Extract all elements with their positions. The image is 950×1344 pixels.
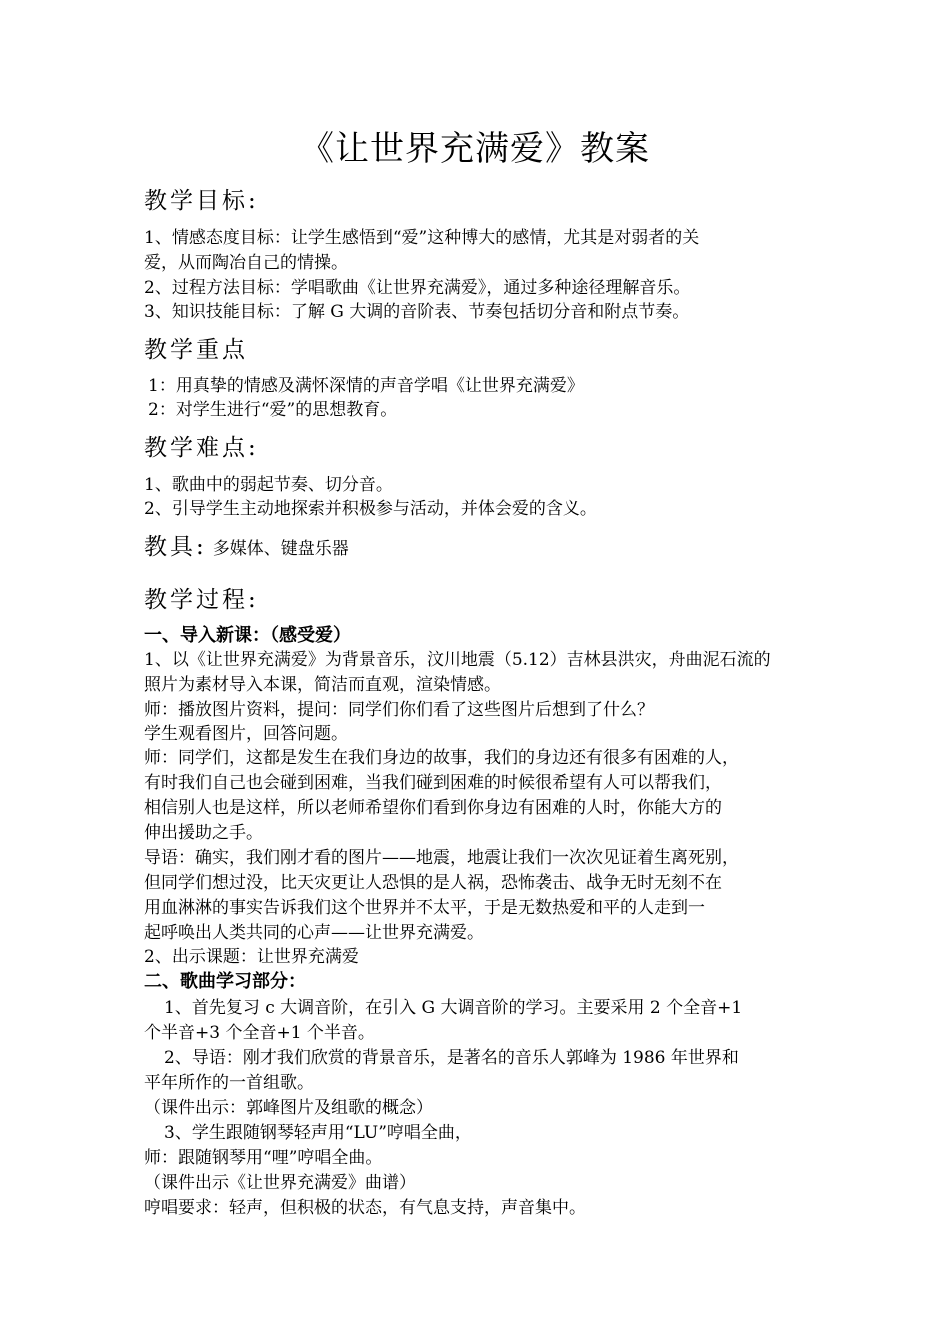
section2-line: 个半音+3 个全音+1 个半音。 [144, 1023, 375, 1043]
section1-line: 2、出示课题：让世界充满爱 [144, 947, 359, 967]
teaching-tools-label: 教具: [144, 534, 207, 560]
section1-line: 起呼唤出人类共同的心声——让世界充满爱。 [144, 923, 484, 943]
difficulties-heading: 教学难点: [144, 435, 259, 461]
objectives-line: 爱，从而陶冶自己的情操。 [144, 253, 348, 273]
difficulties-line: 1、歌曲中的弱起节奏、切分音。 [144, 475, 393, 495]
objectives-line: 1、情感态度目标：让学生感悟到“爱”这种博大的感情，尤其是对弱者的关 [144, 228, 700, 248]
section1-title: 一、导入新课：（感受爱） [144, 625, 351, 646]
section1-line: 有时我们自己也会碰到困难，当我们碰到困难的时候很希望有人可以帮我们， [144, 773, 722, 793]
section2-line: 平年所作的一首组歌。 [144, 1073, 314, 1093]
section2-line: 师：跟随钢琴用“哩”哼唱全曲。 [144, 1148, 383, 1168]
objectives-line: 2、过程方法目标：学唱歌曲《让世界充满爱》，通过多种途径理解音乐。 [144, 278, 691, 298]
key-points-line: 1：用真挚的情感及满怀深情的声音学唱《让世界充满爱》 [148, 376, 584, 396]
teaching-tools [144, 535, 812, 562]
objectives-line: 3、知识技能目标：了解 G 大调的音阶表、节奏包括切分音和附点节奏。 [144, 302, 690, 322]
section1-line: 师：同学们，这都是发生在我们身边的故事，我们的身边还有很多有困难的人， [144, 748, 739, 768]
section1-line: 学生观看图片，回答问题。 [144, 724, 348, 744]
objectives-heading: 教学目标: [144, 188, 259, 214]
section1-line: 但同学们想过没，比天灾更让人恐惧的是人祸，恐怖袭击、战争无时无刻不在 [144, 873, 722, 893]
section1-line: 伸出援助之手。 [144, 823, 263, 843]
document-title: 《让世界充满爱》教案 [300, 129, 650, 169]
section1-line: 照片为素材导入本课，简洁而直观，渲染情感。 [144, 675, 501, 695]
section2-title: 二、歌曲学习部分： [144, 971, 306, 992]
section2-line: 3、学生跟随钢琴轻声用“LU”哼唱全曲， [164, 1123, 472, 1143]
section1-line: 相信别人也是这样，所以老师希望你们看到你身边有困难的人时，你能大方的 [144, 798, 722, 818]
teaching-tools-value: 多媒体、键盘乐器 [212, 539, 349, 559]
process-heading: 教学过程: [144, 587, 259, 613]
section1-line: 用血淋淋的事实告诉我们这个世界并不太平，于是无数热爱和平的人走到一 [144, 898, 705, 918]
difficulties-line: 2、引导学生主动地探索并积极参与活动，并体会爱的含义。 [144, 499, 597, 519]
key-points-line: 2：对学生进行“爱”的思想教育。 [148, 400, 398, 420]
section2-line: 2、导语：刚才我们欣赏的背景音乐，是著名的音乐人郭峰为 1986 年世界和 [164, 1048, 739, 1068]
key-points-heading: 教学重点 [144, 337, 248, 363]
section2-line: 哼唱要求：轻声，但积极的状态，有气息支持，声音集中。 [144, 1198, 586, 1218]
section2-line: （课件出示：郭峰图片及组歌的概念） [144, 1098, 433, 1118]
section1-line: 1、以《让世界充满爱》为背景音乐，汶川地震（5.12）吉林县洪灾，舟曲泥石流的 [144, 650, 771, 670]
section1-line: 导语：确实，我们刚才看的图片——地震，地震让我们一次次见证着生离死别， [144, 848, 739, 868]
section2-line: 1、首先复习 c 大调音阶，在引入 G 大调音阶的学习。主要采用 2 个全音+1 [164, 998, 743, 1018]
section2-line: （课件出示《让世界充满爱》曲谱） [144, 1173, 416, 1193]
section1-line: 师：播放图片资料，提问：同学们你们看了这些图片后想到了什么？ [144, 700, 654, 720]
